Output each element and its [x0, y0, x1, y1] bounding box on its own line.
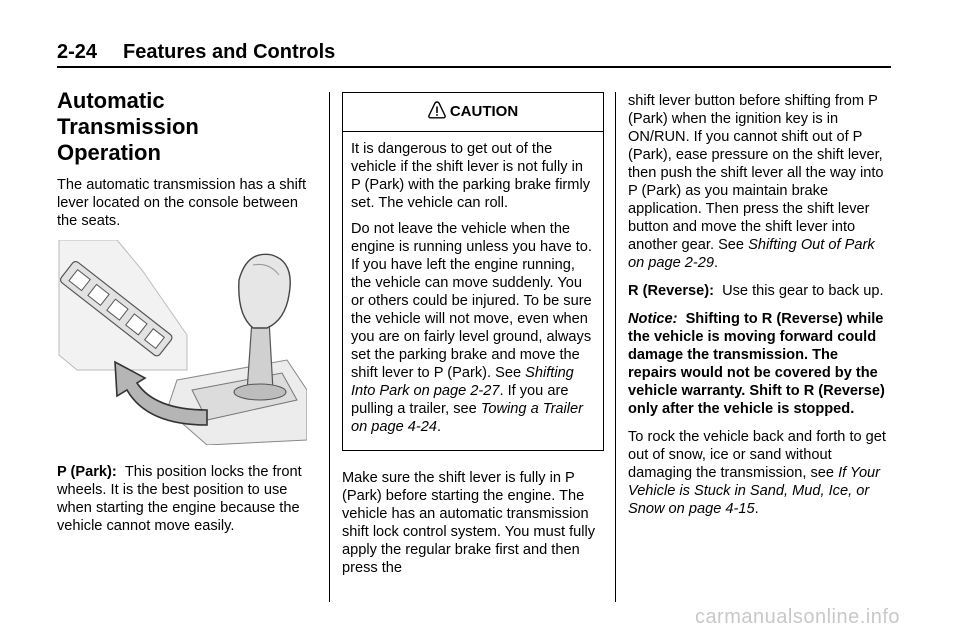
- column-1: [57, 88, 307, 545]
- caution-para-2-mid: . If you are pulling a trailer, see: [351, 383, 569, 417]
- stuck-vehicle-link[interactable]: If Your Vehicle is Stuck in Sand, Mud, Ice, or Snow on page 4-15: [628, 465, 881, 517]
- reverse-paragraph: [628, 282, 890, 300]
- warning-icon: [428, 101, 446, 119]
- caution-body: [343, 132, 603, 450]
- section-heading: Automatic Transmission Operation: [57, 88, 199, 165]
- caution-box: [342, 92, 604, 451]
- header-rule: [57, 66, 891, 68]
- caution-para-1: It is dangerous to get out of the vehicle if the shift lever is not fully in P (Park) with the parking brake firmly set. The vehicle can roll.: [351, 141, 590, 211]
- column-2: [342, 92, 604, 587]
- shifting-into-park-link[interactable]: Shifting Into Park on page 2-27: [351, 365, 574, 399]
- caution-para-2: [351, 220, 595, 436]
- notice-label: Notice:: [628, 311, 678, 327]
- caution-para-2-text: Do not leave the vehicle when the engine is running unless you have to. If you have left the engine running, the vehicle can move suddenly. You or others could be injured. To be sure the vehicle will not move, even when you are on fairly level ground, always set the parking brake and move the shift lever to P (Park). See: [351, 221, 592, 381]
- park-label: P (Park):: [57, 464, 117, 480]
- reverse-label: R (Reverse):: [628, 283, 714, 299]
- rock-text: To rock the vehicle back and forth to get out of snow, ice or sand without damaging the transmission, see: [628, 429, 886, 481]
- continued-paragraph: [628, 92, 890, 272]
- column-3: [628, 92, 890, 528]
- shift-lock-paragraph: Make sure the shift lever is fully in P (Park) before starting the engine. The vehicle has an automatic transmission shift lock control system. You must fully apply the regular brake first and then press the: [342, 470, 596, 576]
- intro-paragraph: The automatic transmission has a shift lever located on the console between the seats.: [57, 177, 307, 229]
- caution-header: [343, 93, 603, 132]
- column-divider-1: [329, 92, 330, 602]
- reverse-text: Use this gear to back up.: [722, 283, 884, 299]
- section-title: Features and Controls: [123, 41, 336, 63]
- shifting-out-of-park-link[interactable]: Shifting Out of Park on page 2-29: [628, 237, 875, 271]
- column-divider-2: [615, 92, 616, 602]
- rock-end: .: [754, 501, 759, 517]
- notice-text: Shifting to R (Reverse) while the vehicle is moving forward could damage the transmission. The repairs would not be covered by the vehicle warranty. Shift to R (Reverse) only after the vehicle is stopped.: [628, 311, 885, 417]
- shift-lever-illustration: [57, 240, 307, 445]
- notice-paragraph: [628, 310, 890, 418]
- caution-para-2-end: .: [437, 419, 442, 435]
- continued-text: shift lever button before shifting from P (Park) when the ignition key is in ON/RUN. If you cannot shift out of P (Park), ease pressure on the shift lever, then push the shift lever all the way into P (Park) as you maintain brake application. Then press the shift lever button and move the shift lever into another gear. See: [628, 93, 884, 253]
- page-number: 2-24: [57, 41, 98, 63]
- continued-end: .: [714, 255, 719, 271]
- towing-trailer-link[interactable]: Towing a Trailer on page 4-24: [351, 401, 584, 435]
- rock-paragraph: [628, 428, 890, 518]
- page-header: [57, 40, 891, 64]
- caution-title: CAUTION: [449, 103, 519, 120]
- watermark: carmanualsonline.info: [694, 606, 900, 628]
- park-text: This position locks the front wheels. It is the best position to use when starting the engine because the vehicle cannot move easily.: [57, 464, 302, 534]
- park-paragraph: [57, 463, 307, 535]
